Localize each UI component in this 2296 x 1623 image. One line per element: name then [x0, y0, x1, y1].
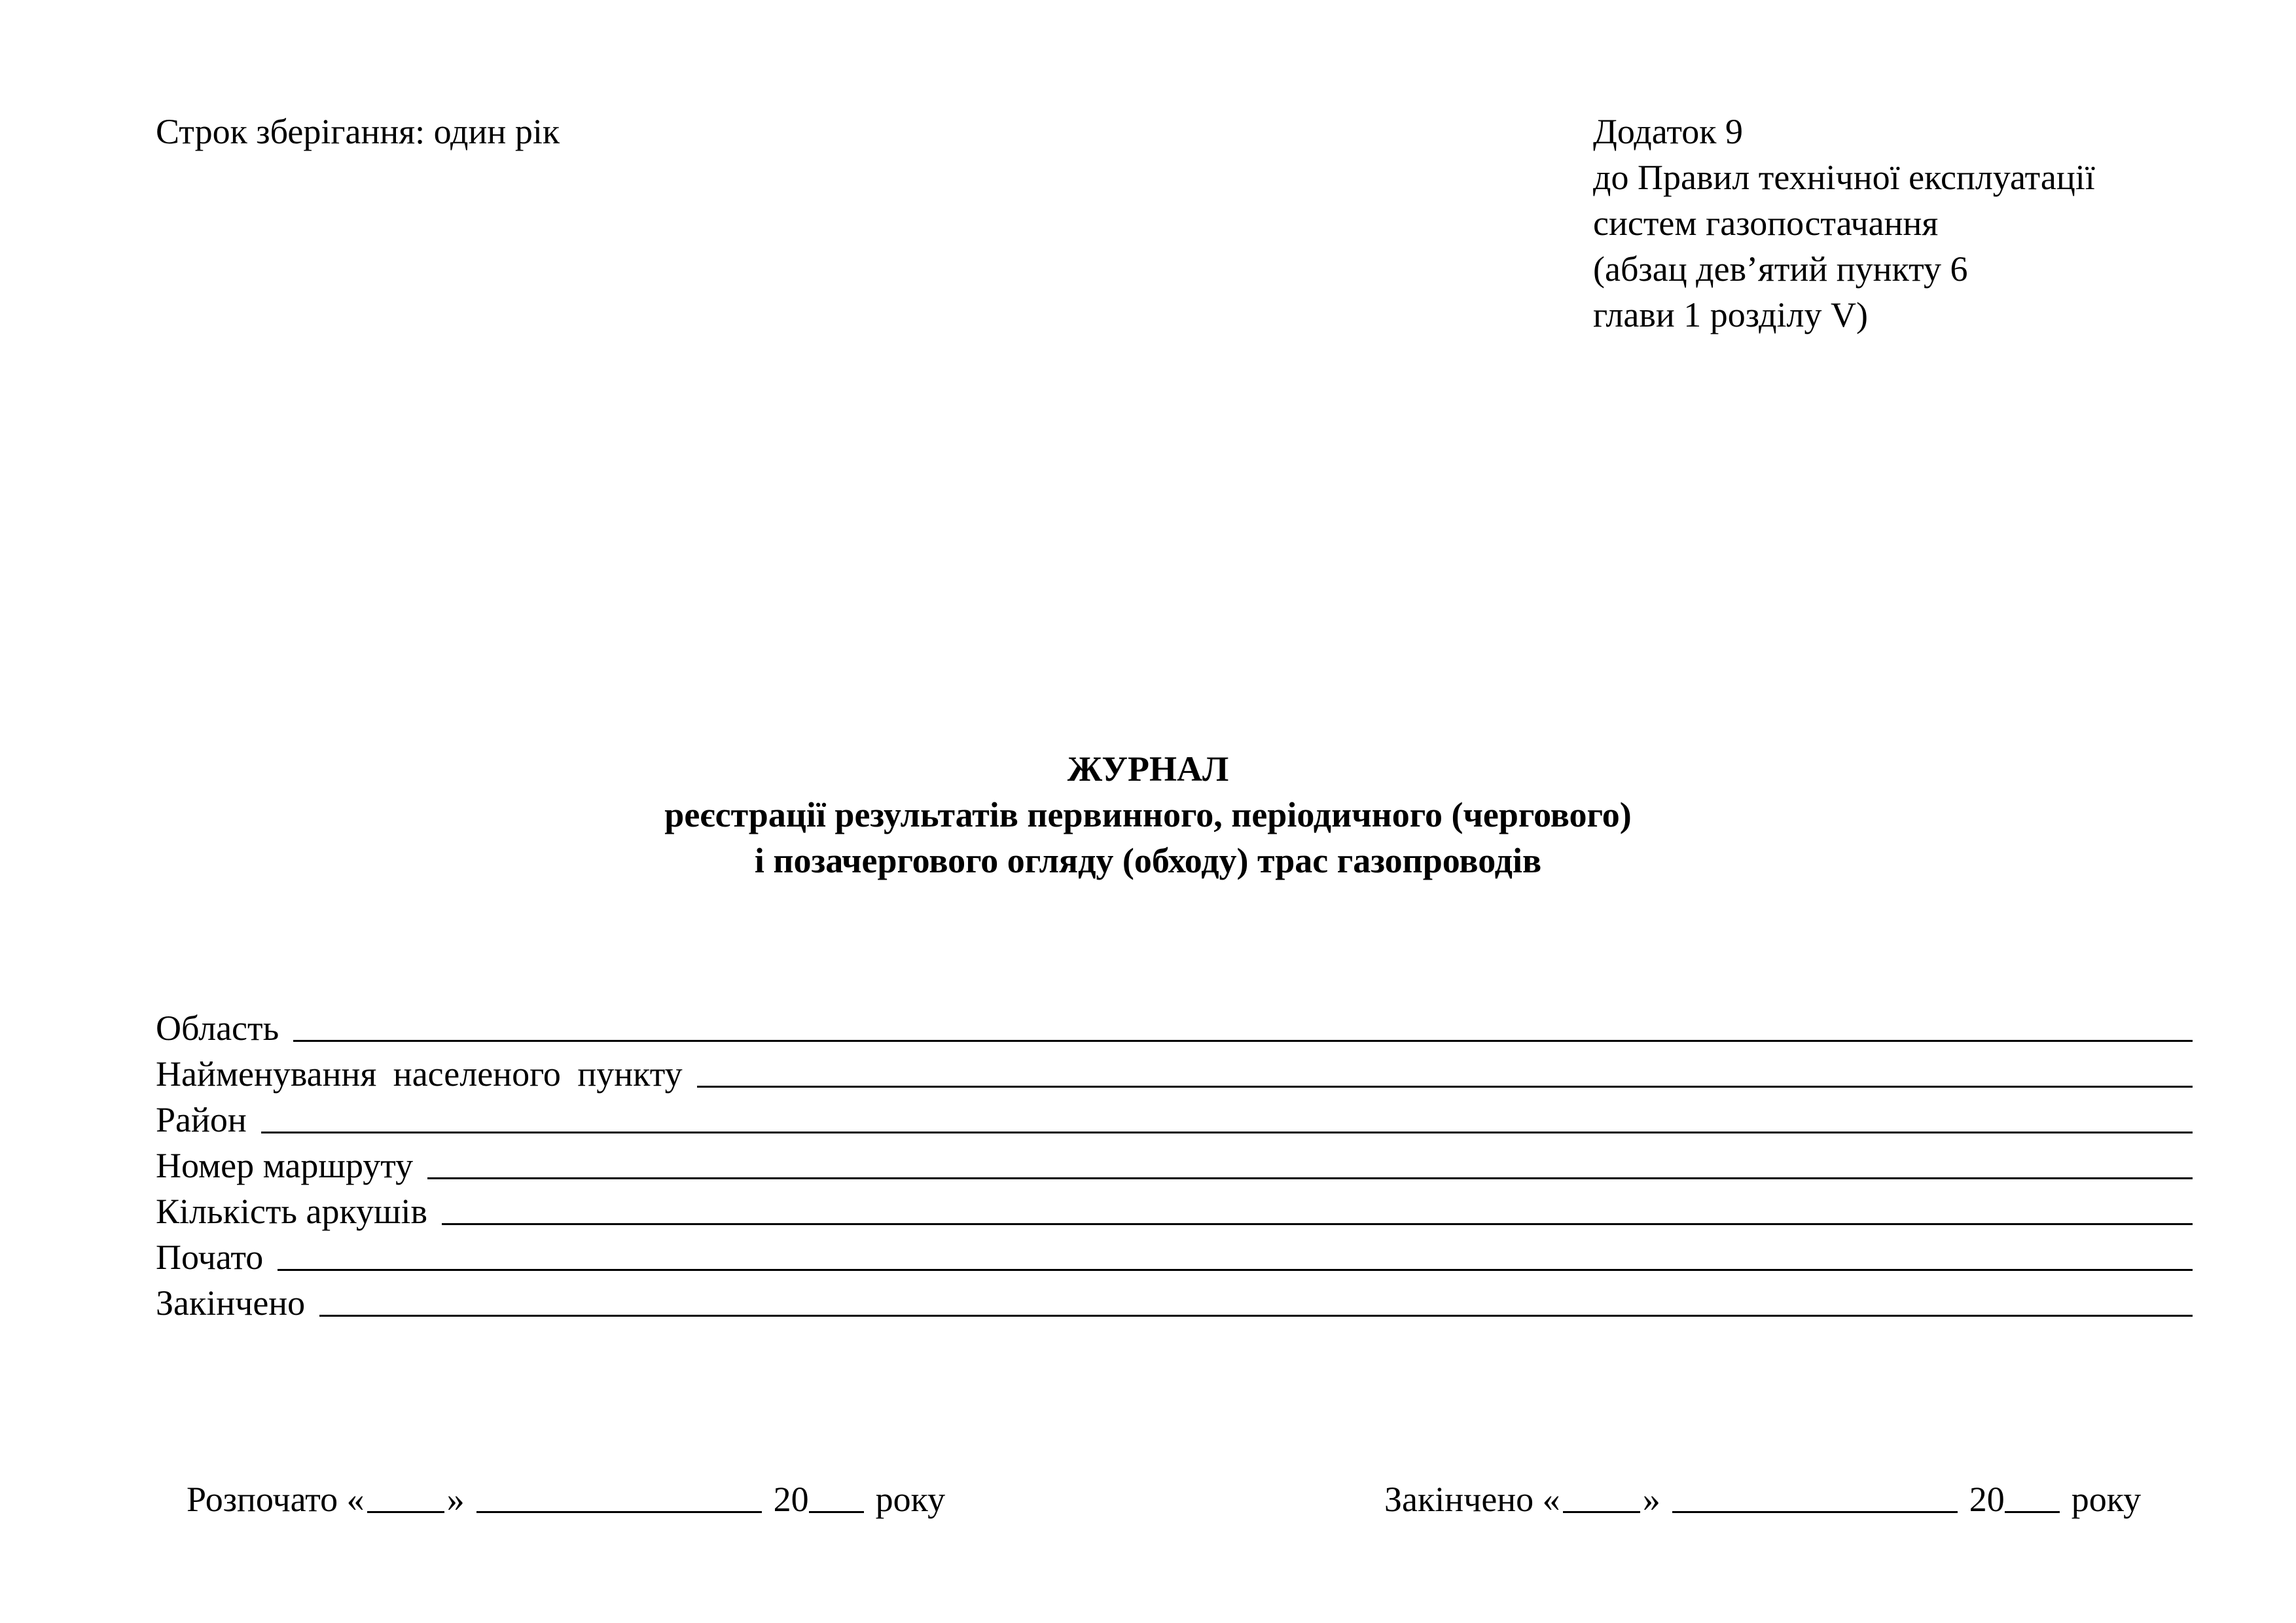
appendix-line: до Правил технічної експлуатації [1593, 158, 2095, 197]
appendix-line: систем газопостачання [1593, 204, 1939, 243]
fill-in-line[interactable] [319, 1315, 2193, 1317]
field-row-settlement [156, 1051, 2193, 1097]
fill-in-line[interactable] [427, 1177, 2193, 1179]
field-row-started [156, 1234, 2193, 1280]
month-blank[interactable] [1672, 1511, 1958, 1513]
start-date [187, 1476, 945, 1522]
field-row-district [156, 1097, 2193, 1143]
fill-in-line[interactable] [697, 1086, 2193, 1088]
year-suffix: року [2071, 1480, 2142, 1519]
field-row-finished [156, 1280, 2193, 1326]
retention-note: Строк зберігання: один рік [156, 112, 560, 151]
field-label: Закінчено [156, 1283, 306, 1323]
document-title [0, 746, 2296, 883]
title-line-subject: реєстрації результатів первинного, періодичного (чергового) [664, 795, 1632, 834]
appendix-line: (абзац дев’ятий пункту 6 [1593, 249, 1968, 289]
year-blank[interactable] [809, 1511, 864, 1513]
field-label: Кількість аркушів [156, 1192, 428, 1231]
fill-in-line[interactable] [442, 1223, 2193, 1225]
start-date-label: Розпочато « [187, 1480, 365, 1519]
field-label: Область [156, 1008, 279, 1048]
appendix-line: Додаток 9 [1593, 112, 1743, 151]
field-row-oblast [156, 1005, 2193, 1051]
year-blank[interactable] [2005, 1511, 2060, 1513]
title-line-subject-cont: і позачергового огляду (обходу) трас газопроводів [754, 841, 1542, 880]
field-label: Номер маршруту [156, 1146, 414, 1185]
month-blank[interactable] [476, 1511, 762, 1513]
quote-close: » [1642, 1480, 1660, 1519]
appendix-reference [1593, 109, 2095, 338]
field-label: Район [156, 1100, 247, 1139]
field-label: Почато [156, 1238, 264, 1277]
end-date [1384, 1476, 2141, 1522]
quote-close: » [446, 1480, 465, 1519]
day-blank[interactable] [1563, 1511, 1640, 1513]
end-date-label: Закінчено « [1384, 1480, 1560, 1519]
fill-in-line[interactable] [278, 1269, 2193, 1271]
day-blank[interactable] [367, 1511, 444, 1513]
year-prefix: 20 [1969, 1480, 2005, 1519]
field-label: Найменування населеного пункту [156, 1054, 683, 1094]
form-fields [156, 1005, 2193, 1326]
year-suffix: року [875, 1480, 946, 1519]
fill-in-line[interactable] [261, 1132, 2193, 1133]
appendix-line: глави 1 розділу V) [1593, 295, 1868, 334]
field-row-route-number [156, 1143, 2193, 1188]
year-prefix: 20 [773, 1480, 809, 1519]
field-row-sheet-count [156, 1188, 2193, 1234]
title-line-journal: ЖУРНАЛ [1067, 749, 1229, 789]
fill-in-line[interactable] [293, 1040, 2193, 1042]
